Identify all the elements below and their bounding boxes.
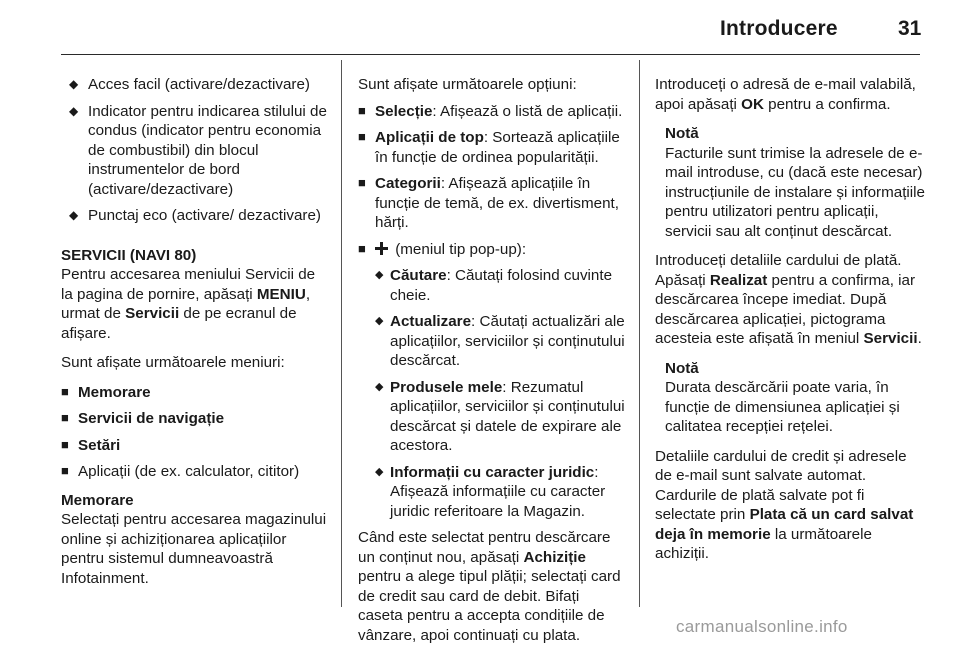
list-item: ◆ Indicator pentru indicarea stilului de condus (indicator pentru economia de combustibil) din blocul instrumentelor de bord (activare/dezactivare)	[69, 102, 327, 198]
list-item: ■ Aplicații (de ex. calculator, cititor)	[61, 463, 300, 480]
column-1	[61, 75, 331, 598]
diamond-bullet-icon: ◆	[69, 77, 79, 91]
paragraph: Când este selectat pentru descărcare un conținut nou, apăsați Achiziție pentru a alege tipul plății; selectați card de credit sau card de debit. Bifați caseta pentru a accepta condițiile de vânzare, apoi continuați cu plata.	[358, 529, 621, 644]
paragraph: Sunt afișate următoarele opțiuni:	[358, 76, 577, 93]
column-divider-1	[341, 60, 342, 607]
diamond-bullet-icon: ◆	[375, 315, 384, 327]
paragraph: Detaliile cardului de credit și adresele de e-mail sunt salvate automat. Cardurile de plată salvate pot fi selectate prin Plata că un card salvat deja în memorie la următoarele achiziții.	[655, 447, 914, 562]
paragraph: Selectați pentru accesarea magazinului online și achiziționarea aplicațiilor pentru sistemul dumneavoastră Infotainment.	[61, 511, 327, 587]
column-2	[358, 75, 626, 655]
list-item: ■ (meniul tip pop-up):	[358, 240, 527, 258]
column-divider-2	[639, 60, 640, 607]
list-item: ◆ Actualizare: Căutați actualizări ale aplicațiilor, serviciilor și conținutului descărcat.	[375, 313, 625, 369]
note-box	[655, 359, 925, 437]
diamond-bullet-icon: ◆	[69, 208, 79, 222]
paragraph: Introduceți o adresă de e-mail valabilă, apoi apăsați OK pentru a confirma.	[655, 76, 916, 113]
list-item: ◆ Căutare: Căutați folosind cuvinte cheie.	[375, 267, 613, 304]
note-title: Notă	[665, 125, 699, 142]
square-bullet-icon: ■	[61, 436, 69, 452]
paragraph: Introduceți detaliile cardului de plată. Apăsați Realizat pentru a confirma, iar descărcarea începe imediat. După descărcarea aplicației, pictograma acesteia este afișată în meniul Servicii.	[655, 252, 922, 347]
paragraph: Pentru accesarea meniului Servicii de la pagina de pornire, apăsați MENIU, urmat de Servicii de pe ecranul de afișare.	[61, 266, 316, 342]
diamond-bullet-icon: ◆	[69, 103, 79, 118]
square-bullet-icon: ■	[358, 102, 366, 118]
paragraph: Sunt afișate următoarele meniuri:	[61, 354, 285, 371]
diamond-bullet-icon: ◆	[375, 269, 384, 281]
page-title: Introducere	[720, 17, 838, 40]
header-divider	[61, 54, 920, 55]
list-item: ◆ Punctaj eco (activare/ dezactivare)	[69, 207, 321, 224]
column-3	[655, 75, 925, 574]
page-number: 31	[898, 17, 922, 40]
note-text: Durata descărcării poate varia, în funcție de dimensiunea aplicației și calitatea recepției rețelei.	[665, 379, 900, 435]
square-bullet-icon: ■	[61, 410, 69, 425]
list-item: ■ Setări	[61, 436, 121, 454]
note-title: Notă	[665, 359, 699, 377]
list-item: ■ Aplicații de top: Sortează aplicațiile în funcție de ordinea popularității.	[358, 129, 620, 166]
square-bullet-icon: ■	[358, 175, 366, 190]
square-bullet-icon: ■	[358, 129, 366, 144]
note-text: Facturile sunt trimise la adresele de e-mail introduse, cu (dacă este necesar) instrucțiunile de instalare și informațiile pentru utilizatori pentru aplicații, servicii sau alt conținut descărcat.	[665, 144, 925, 240]
list-item: ■ Memorare	[61, 383, 151, 401]
section-heading: Memorare	[61, 491, 134, 509]
square-bullet-icon: ■	[61, 383, 69, 399]
list-item: ■ Categorii: Afișează aplicațiile în funcție de temă, de ex. divertisment, hărți.	[358, 175, 619, 231]
note-box	[655, 124, 925, 241]
list-item: ◆ Acces facil (activare/dezactivare)	[69, 76, 310, 93]
list-item: ◆ Produsele mele: Rezumatul aplicațiilor, serviciilor și conținutului descărcat și datele de expirare ale acestora.	[375, 378, 625, 454]
list-item: ■ Selecție: Afișează o listă de aplicații.	[358, 102, 623, 120]
diamond-bullet-icon: ◆	[375, 465, 384, 478]
diamond-bullet-icon: ◆	[375, 380, 384, 393]
square-bullet-icon: ■	[358, 240, 366, 256]
section-heading: SERVICII (NAVI 80)	[61, 246, 197, 264]
watermark-link[interactable]: carmanualsonline.info	[676, 617, 848, 636]
square-bullet-icon: ■	[61, 463, 69, 478]
list-item: ■ Servicii de navigație	[61, 410, 225, 427]
plus-icon	[375, 242, 388, 255]
list-item: ◆ Informații cu caracter juridic: Afișează informațiile cu caracter juridic referitoare la Magazin.	[375, 463, 606, 520]
